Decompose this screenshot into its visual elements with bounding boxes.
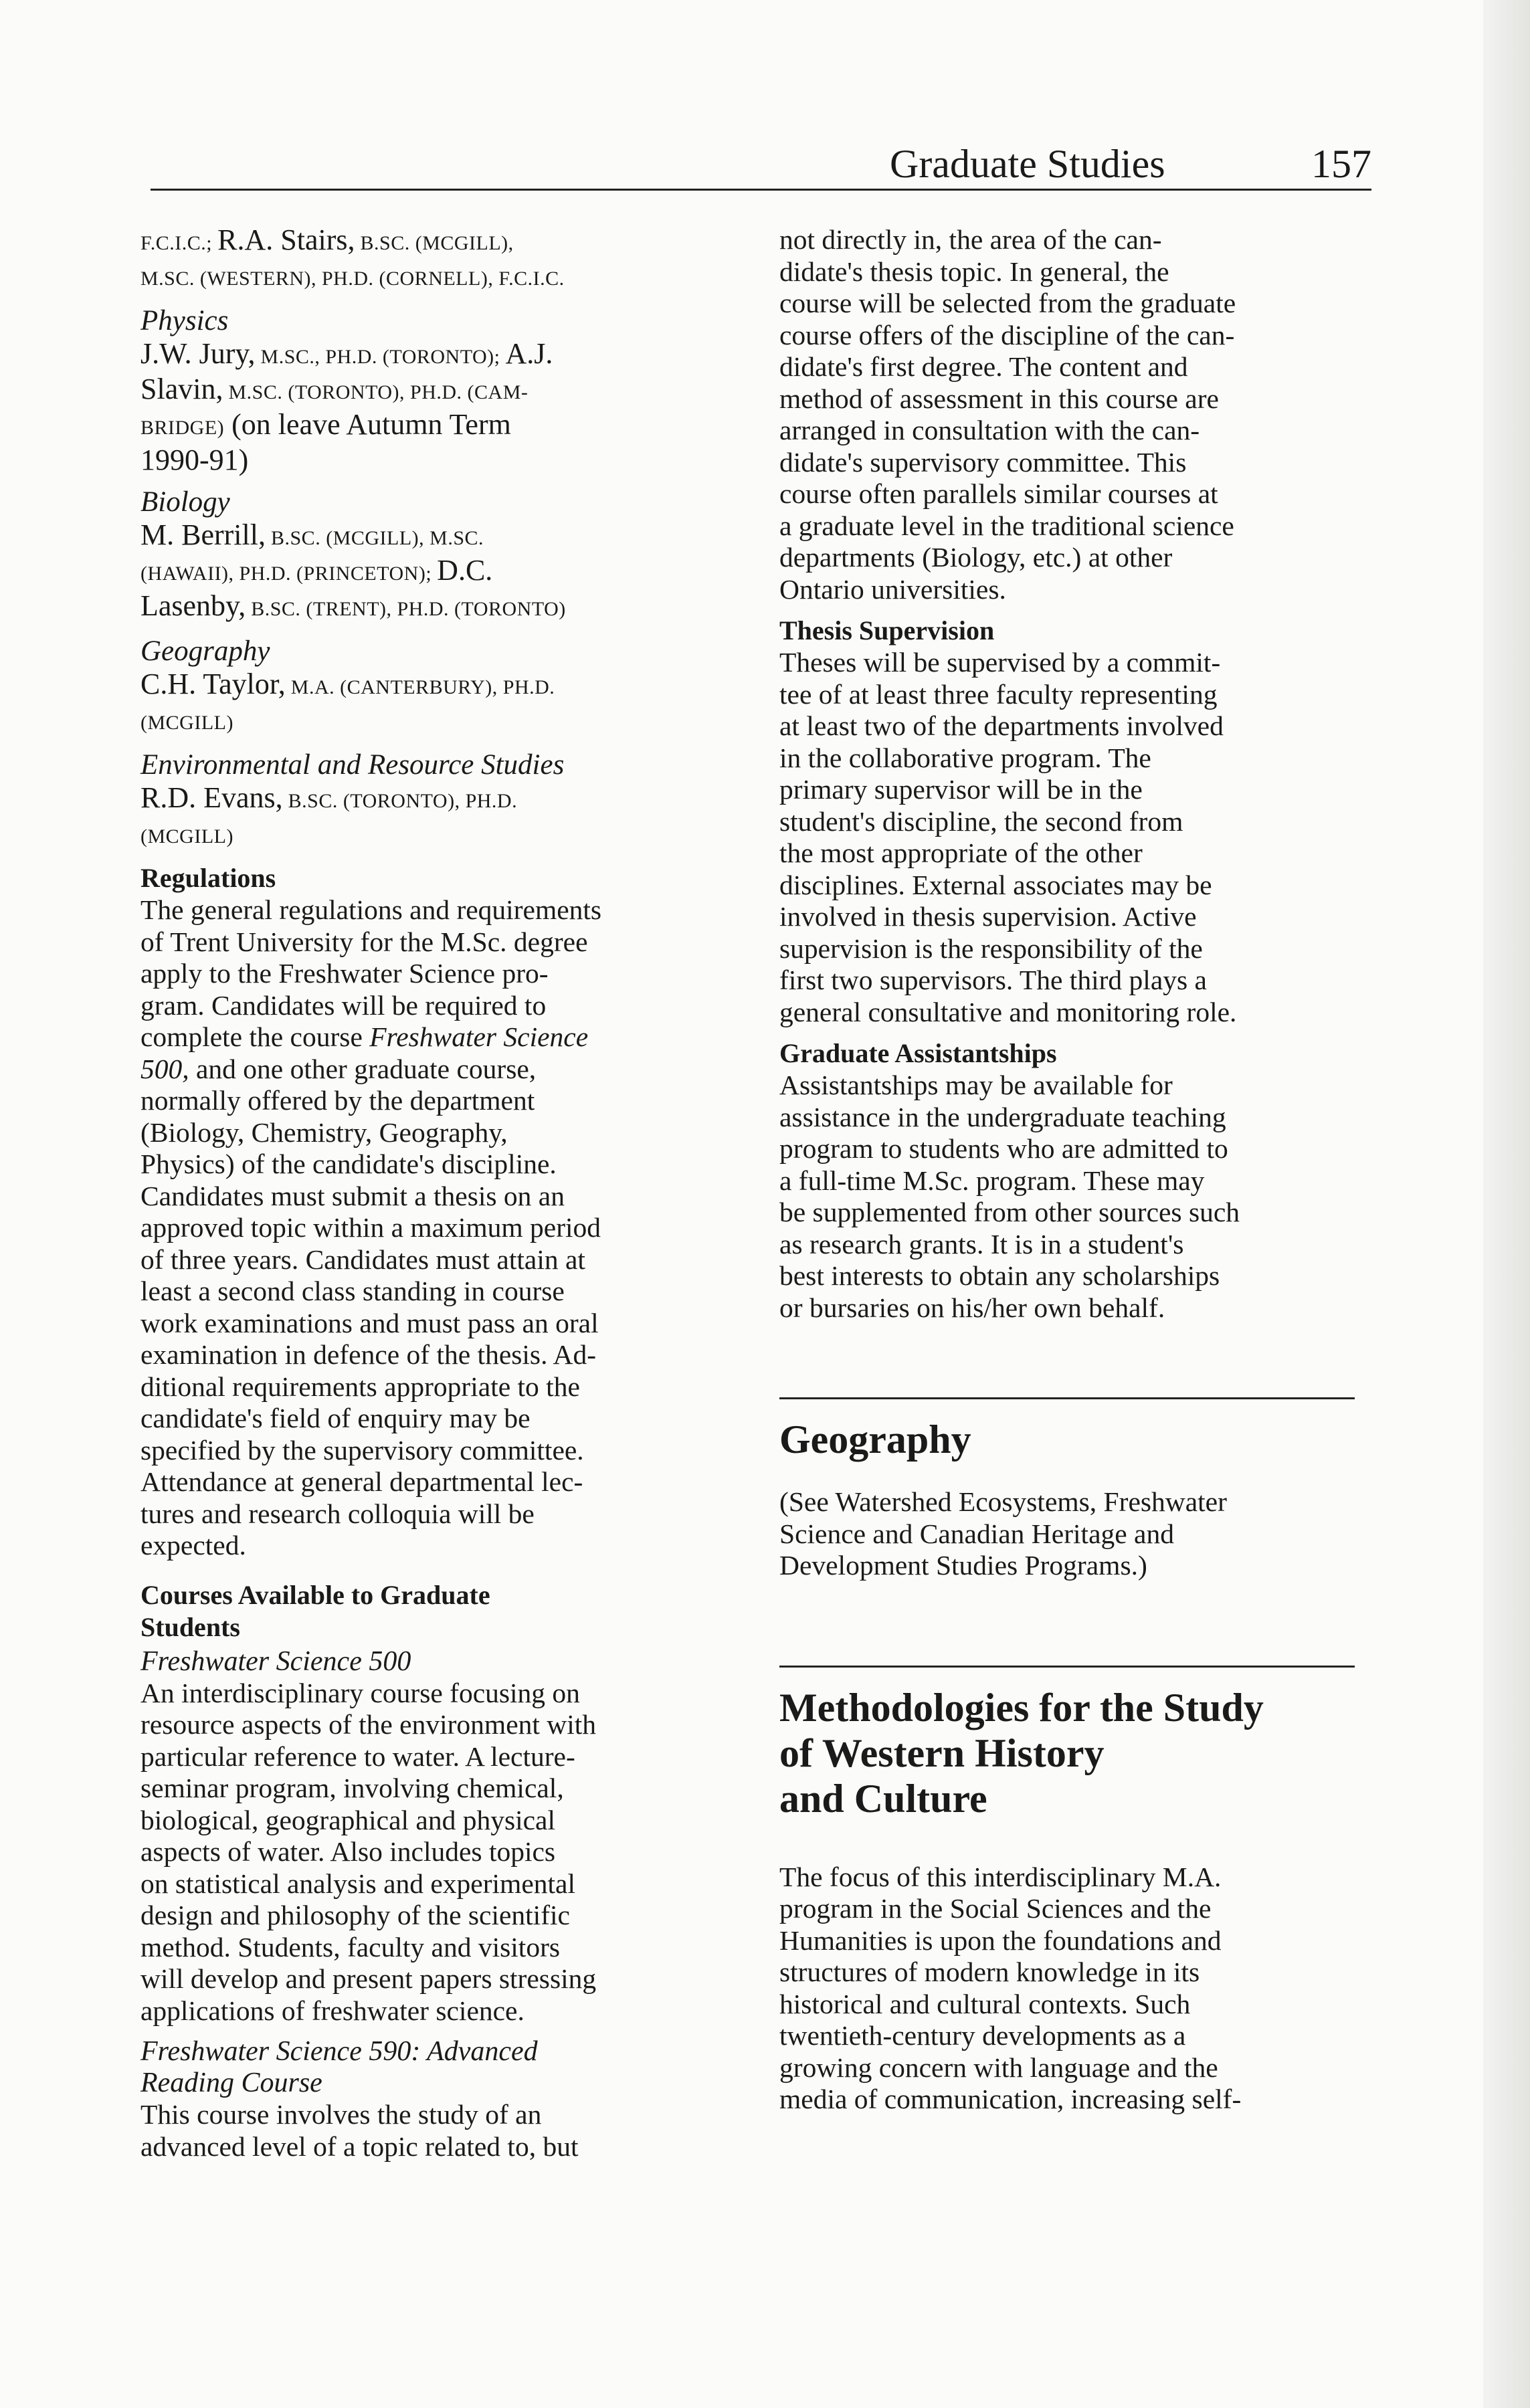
course-500-description: An interdisciplinary course focusing on resource aspects of the environment with particular reference to water. A lecture- seminar program, involving chemical, biological, geographical and physical aspects of water. Also includes topics on statistical analysis and experimental design and philosophy of the scientific method. Students, faculty and visitors will develop and present papers stressing applications of freshwater science. bbox=[140, 1677, 597, 2026]
section-rule-geography bbox=[779, 1397, 1355, 1399]
heading-thesis-supervision: Thesis Supervision bbox=[779, 615, 995, 645]
assistantships-text: Assistantships may be available for assistance in the undergraduate teaching program to students who are admitted to a full-time M.Sc. program. These may be supplemented from other sources such as research grants. It is in a student's best interests to obtain any scholarships or bursaries on his/her own behalf. bbox=[779, 1070, 1240, 1323]
faculty-geography: Geography C.H. Taylor, M.A. (CANTERBURY), PH.D. (MCGILL) bbox=[140, 635, 723, 739]
heading-geography: Geography bbox=[779, 1417, 971, 1462]
course-590-continued: not directly in, the area of the can- didate's thesis topic. In general, the course will be selected from the graduate course offers of the discipline of the can- didate's first degree. The content and method of assessment in this course are arranged in consultation with the can- didate's supervisory committee. This course often parallels similar courses at a graduate level in the traditional science departments (Biology, etc.) at other Ontario universities. bbox=[779, 224, 1236, 605]
header-rule bbox=[151, 189, 1371, 191]
heading-methodologies: Methodologies for the Study of Western History and Culture bbox=[779, 1685, 1264, 1821]
left-column bbox=[140, 224, 723, 2163]
faculty-heading-environmental: Environmental and Resource Studies bbox=[140, 749, 565, 781]
course-590-description: This course involves the study of an advanced level of a topic related to, but bbox=[140, 2099, 579, 2162]
header-title: Graduate Studies bbox=[890, 142, 1165, 186]
course-title-590: Freshwater Science 590: Advanced Reading Course bbox=[140, 2036, 538, 2098]
regulations-text: The general regulations and requirements of Trent University for the M.Sc. degree apply to the Freshwater Science pro- gram. Candidates will be required to complete the course Freshwater Science 500, and one other graduate course, normally offered by the department (Biology, Chemistry, Geography, Physics) of the candidate's discipline. Candidates must submit a thesis on an approved topic within a maximum period of three years. Candidates must attain at least a second class standing in course work examinations and must pass an oral examination in defence of the thesis. Ad- ditional requirements appropriate to the candidate's field of enquiry may be specified by the supervisory committee. Attendance at general departmental lec- tures and research colloquia will be expected. bbox=[140, 894, 602, 1561]
heading-courses: Courses Available to Graduate Students bbox=[140, 1579, 490, 1642]
page-edge-shadow bbox=[1483, 0, 1530, 2408]
faculty-heading-geography: Geography bbox=[140, 635, 270, 667]
faculty-environmental: Environmental and Resource Studies R.D. Evans, B.SC. (TORONTO), PH.D. (MCGILL) bbox=[140, 748, 723, 853]
heading-regulations: Regulations bbox=[140, 863, 276, 893]
running-header bbox=[890, 127, 1371, 187]
faculty-chemistry-continued: F.C.I.C.; R.A. Stairs, B.SC. (MCGILL), M.SC. (WESTERN), PH.D. (CORNELL), F.C.I.C. bbox=[140, 223, 565, 290]
right-column bbox=[779, 224, 1368, 2116]
methodologies-text: The focus of this interdisciplinary M.A. program in the Social Sciences and the Humanities is upon the foundations and structures of modern knowledge in its historical and cultural contexts. Such twentieth-century developments as a growing concern with language and the media of communication, increasing self- bbox=[779, 1861, 1242, 2114]
thesis-supervision-section bbox=[779, 615, 1368, 1028]
regulations-section bbox=[140, 862, 723, 1562]
faculty-biology: Biology M. Berrill, B.SC. (MCGILL), M.SC. (HAWAII), PH.D. (PRINCETON); D.C. Lasenby, B.SC. (TRENT), PH.D. (TORONTO) bbox=[140, 486, 723, 625]
assistantships-section bbox=[779, 1037, 1368, 1324]
geography-text: (See Watershed Ecosystems, Freshwater Science and Canadian Heritage and Development Studies Programs.) bbox=[779, 1486, 1227, 1581]
faculty-physics: Physics J.W. Jury, M.SC., PH.D. (TORONTO); A.J. Slavin, M.SC. (TORONTO), PH.D. (CAM- BRIDGE) (on leave Autumn Term 1990-91) bbox=[140, 304, 723, 476]
faculty-heading-biology: Biology bbox=[140, 486, 230, 518]
thesis-supervision-text: Theses will be supervised by a commit- tee of at least three faculty representing at least two of the departments involved in the collaborative program. The primary supervisor will be in the student's discipline, the second from the most appropriate of the other disciplines. External associates may be involved in thesis supervision. Active supervision is the responsibility of the first two supervisors. The third plays a general consultative and monitoring role. bbox=[779, 647, 1237, 1027]
geography-section bbox=[779, 1397, 1368, 1582]
heading-assistantships: Graduate Assistantships bbox=[779, 1038, 1057, 1068]
page-number: 157 bbox=[1311, 142, 1371, 186]
faculty-heading-physics: Physics bbox=[140, 305, 229, 336]
course-title-500: Freshwater Science 500 bbox=[140, 1645, 411, 1677]
methodologies-section bbox=[779, 1666, 1368, 2116]
section-rule-methodologies bbox=[779, 1666, 1355, 1668]
courses-section bbox=[140, 1579, 723, 2163]
